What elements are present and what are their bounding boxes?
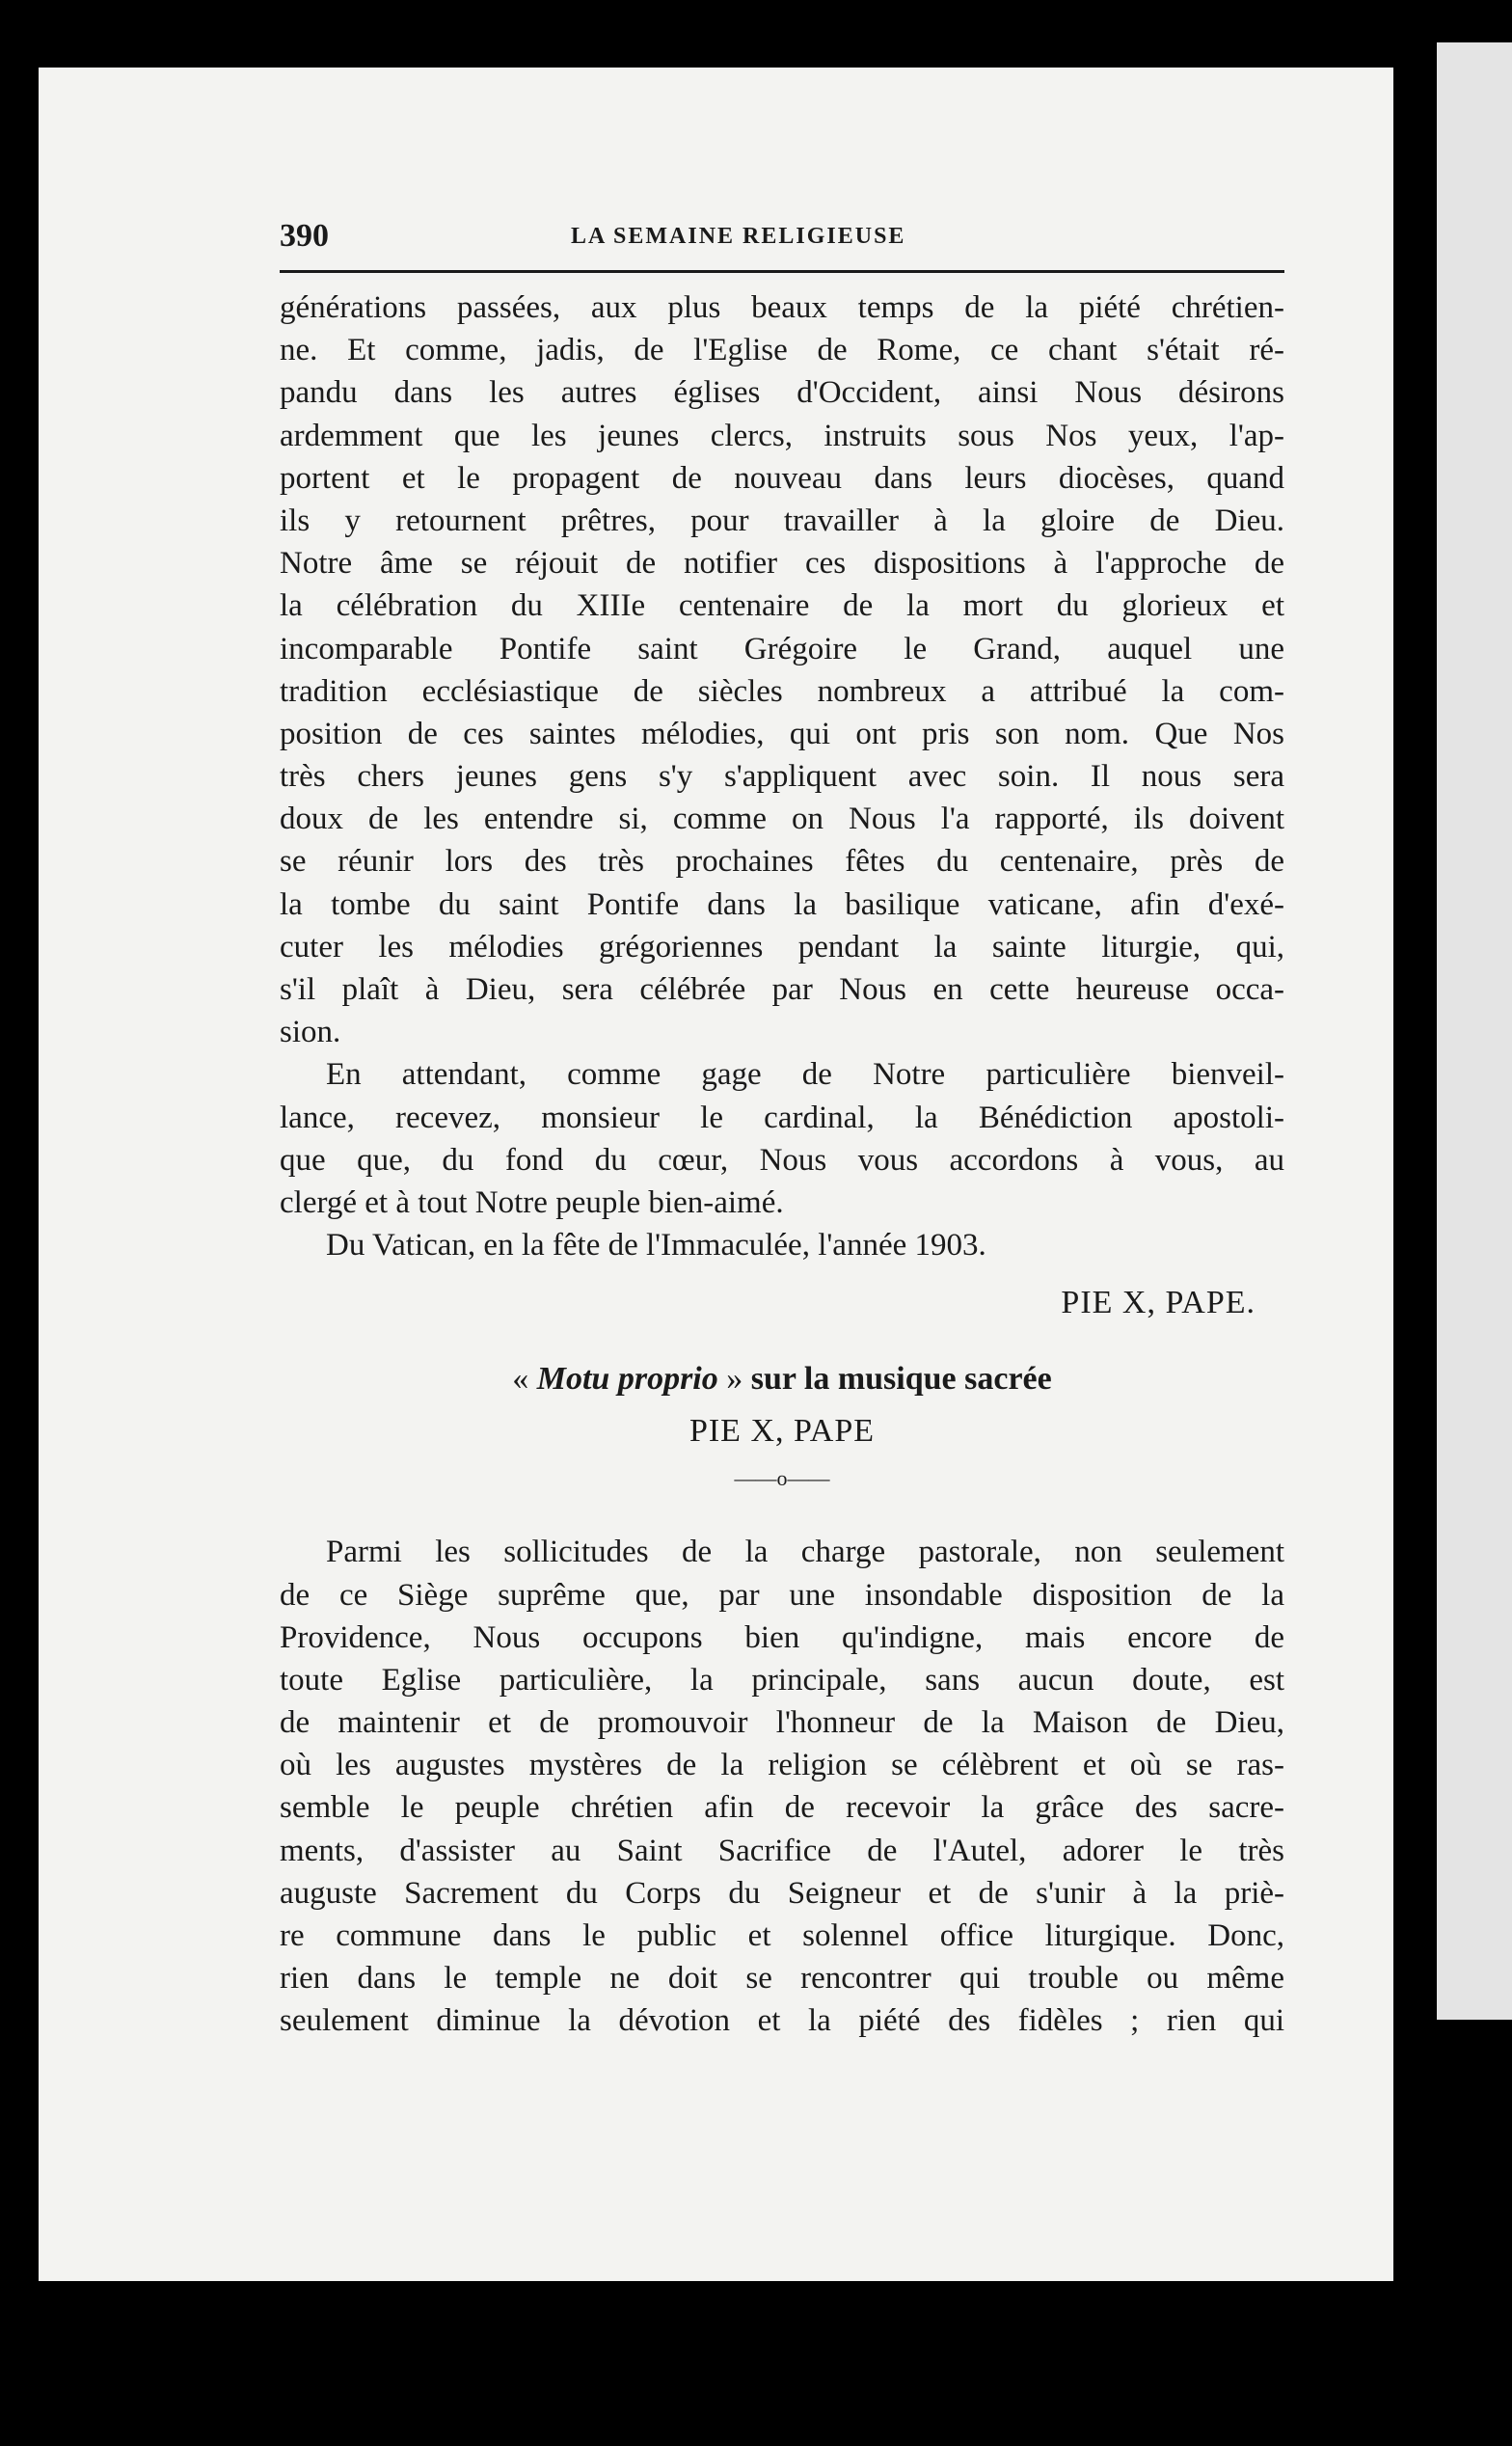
text-line: sion. bbox=[280, 1015, 341, 1050]
page-number: 390 bbox=[280, 218, 329, 254]
heading-close-quote: » bbox=[717, 1361, 751, 1398]
text-line: seulement diminue la dévotion et la piété des fidèles ; rien qui bbox=[280, 2003, 1284, 2039]
text-line: Notre âme se réjouit de notifier ces dispositions à l'approche de bbox=[280, 546, 1284, 582]
section-separator: ——o—— bbox=[734, 1466, 830, 1491]
letter-signature: PIE X, PAPE. bbox=[1061, 1285, 1256, 1321]
facing-page-edge bbox=[1437, 42, 1512, 2020]
text-line: doux de les entendre si, comme on Nous l'a rapporté, ils doivent bbox=[280, 802, 1284, 837]
text-line: auguste Sacrement du Corps du Seigneur et de s'unir à la priè- bbox=[280, 1875, 1284, 1911]
text-line: s'il plaît à Dieu, sera célébrée par Nous en cette heureuse occa- bbox=[280, 972, 1284, 1007]
text-line: tradition ecclésiastique de siècles nombreux a attribué la com- bbox=[280, 673, 1284, 709]
text-line: re commune dans le public et solennel office liturgique. Donc, bbox=[280, 1918, 1284, 1953]
text-line: générations passées, aux plus beaux temps de la piété chrétien- bbox=[280, 290, 1284, 325]
text-line: ments, d'assister au Saint Sacrifice de l'Autel, adorer le très bbox=[280, 1833, 1284, 1868]
text-line: ils y retournent prêtres, pour travailler à la gloire de Dieu. bbox=[280, 503, 1284, 538]
text-line: rien dans le temple ne doit se rencontrer qui trouble ou même bbox=[280, 1961, 1284, 1997]
text-line: la tombe du saint Pontife dans la basilique vaticane, afin d'exé- bbox=[280, 886, 1284, 922]
text-line: où les augustes mystères de la religion se célèbrent et où se ras- bbox=[280, 1748, 1284, 1783]
book-page bbox=[39, 68, 1393, 2281]
letter-text bbox=[280, 286, 1284, 1266]
section-heading bbox=[280, 1355, 1284, 1403]
text-block bbox=[280, 212, 1284, 2043]
heading-bold-title: sur la musique sacrée bbox=[750, 1361, 1052, 1398]
text-line: clergé et à tout Notre peuple bien-aimé. bbox=[280, 1184, 784, 1220]
motu-proprio-text bbox=[280, 1531, 1284, 2042]
text-line: Du Vatican, en la fête de l'Immaculée, l'année 1903. bbox=[326, 1228, 986, 1264]
text-line: Parmi les sollicitudes de la charge pastorale, non seulement bbox=[326, 1535, 1284, 1570]
text-line: de ce Siège suprême que, par une insondable disposition de la bbox=[280, 1577, 1284, 1613]
text-line: la célébration du XIIIe centenaire de la mort du glorieux et bbox=[280, 588, 1284, 624]
text-line: se réunir lors des très prochaines fêtes du centenaire, près de bbox=[280, 844, 1284, 880]
heading-italic-title: Motu proprio bbox=[536, 1361, 718, 1398]
text-line: portent et le propagent de nouveau dans leurs diocèses, quand bbox=[280, 460, 1284, 496]
text-line: très chers jeunes gens s'y s'appliquent avec soin. Il nous sera bbox=[280, 759, 1284, 795]
heading-open-quote: « bbox=[512, 1361, 537, 1398]
text-line: ne. Et comme, jadis, de l'Eglise de Rome, ce chant s'était ré- bbox=[280, 333, 1284, 368]
text-line: cuter les mélodies grégoriennes pendant la sainte liturgie, qui, bbox=[280, 929, 1284, 965]
running-head bbox=[280, 212, 1284, 273]
text-line: que que, du fond du cœur, Nous vous accordons à vous, au bbox=[280, 1142, 1284, 1178]
text-line: position de ces saintes mélodies, qui ont pris son nom. Que Nos bbox=[280, 716, 1284, 751]
text-line: incomparable Pontife saint Grégoire le Grand, auquel une bbox=[280, 631, 1284, 666]
text-line: pandu dans les autres églises d'Occident, ainsi Nous désirons bbox=[280, 375, 1284, 411]
text-line: toute Eglise particulière, la principale, sans aucun doute, est bbox=[280, 1662, 1284, 1698]
text-line: lance, recevez, monsieur le cardinal, la Bénédiction apostoli- bbox=[280, 1100, 1284, 1135]
text-line: En attendant, comme gage de Notre particulière bienveil- bbox=[326, 1057, 1284, 1093]
text-line: Providence, Nous occupons bien qu'indigne, mais encore de bbox=[280, 1619, 1284, 1655]
text-line: ardemment que les jeunes clercs, instruits sous Nos yeux, l'ap- bbox=[280, 418, 1284, 453]
text-line: de maintenir et de promouvoir l'honneur de la Maison de Dieu, bbox=[280, 1705, 1284, 1741]
journal-title: LA SEMAINE RELIGIEUSE bbox=[571, 224, 906, 249]
text-line: semble le peuple chrétien afin de recevoir la grâce des sacre- bbox=[280, 1790, 1284, 1826]
section-subheading: PIE X, PAPE bbox=[688, 1413, 876, 1450]
